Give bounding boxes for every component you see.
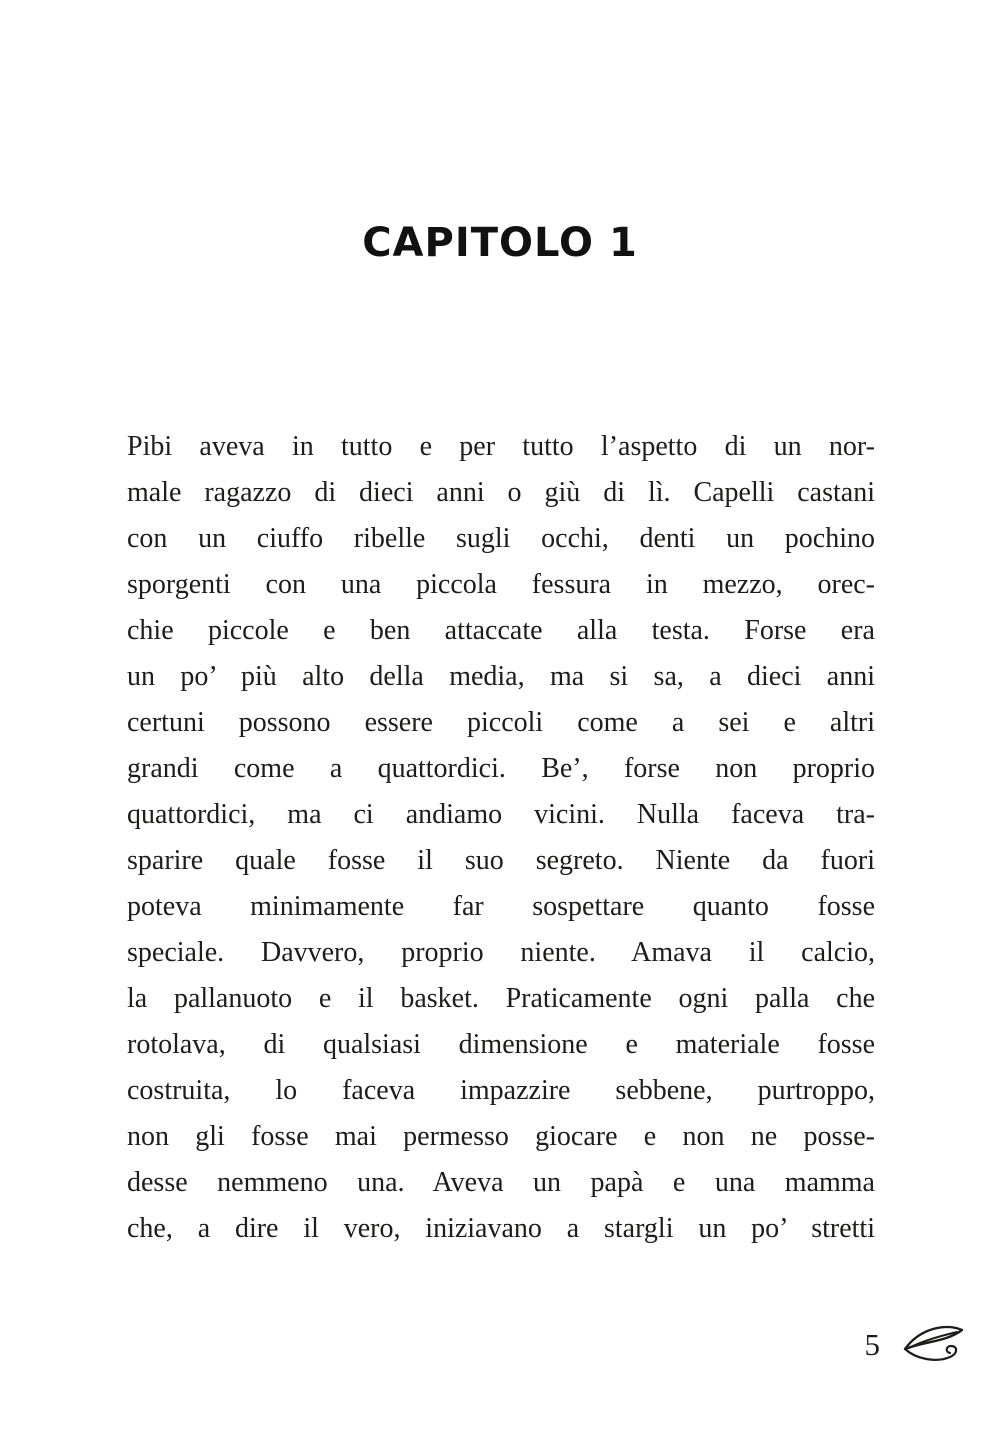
text-line: costruita, lo faceva impazzire sebbene, purtroppo, [127, 1075, 875, 1106]
text-line: poteva minimamente far sospettare quanto fosse [127, 891, 875, 922]
text-line: un po’ più alto della media, ma si sa, a dieci anni [127, 661, 875, 692]
text-line: chie piccole e ben attaccate alla testa. Forse era [127, 615, 875, 646]
quill-leaf-icon [900, 1322, 966, 1368]
text-line: grandi come a quattordici. Be’, forse non proprio [127, 753, 875, 784]
text-line: quattordici, ma ci andiamo vicini. Nulla faceva tra- [127, 799, 875, 830]
text-line: sparire quale fosse il suo segreto. Niente da fuori [127, 845, 875, 876]
text-line: che, a dire il vero, iniziavano a stargli un po’ stretti [127, 1213, 875, 1244]
text-line: speciale. Davvero, proprio niente. Amava il calcio, [127, 937, 875, 968]
body-text [127, 424, 875, 1252]
page-footer [865, 1322, 967, 1368]
text-line: la pallanuoto e il basket. Praticamente ogni palla che [127, 983, 875, 1014]
text-line: rotolava, di qualsiasi dimensione e materiale fosse [127, 1029, 875, 1060]
text-line: sporgenti con una piccola fessura in mezzo, orec- [127, 569, 875, 600]
text-line: certuni possono essere piccoli come a sei e altri [127, 707, 875, 738]
text-line: male ragazzo di dieci anni o giù di lì. Capelli castani [127, 477, 875, 508]
text-line: desse nemmeno una. Aveva un papà e una mamma [127, 1167, 875, 1198]
text-line: non gli fosse mai permesso giocare e non ne posse- [127, 1121, 875, 1152]
chapter-heading: CAPITOLO 1 [362, 220, 638, 266]
page-number: 5 [864, 1327, 880, 1362]
text-line: con un ciuffo ribelle sugli occhi, denti un pochino [127, 523, 875, 554]
text-line: Pibi aveva in tutto e per tutto l’aspetto di un nor- [127, 431, 875, 462]
